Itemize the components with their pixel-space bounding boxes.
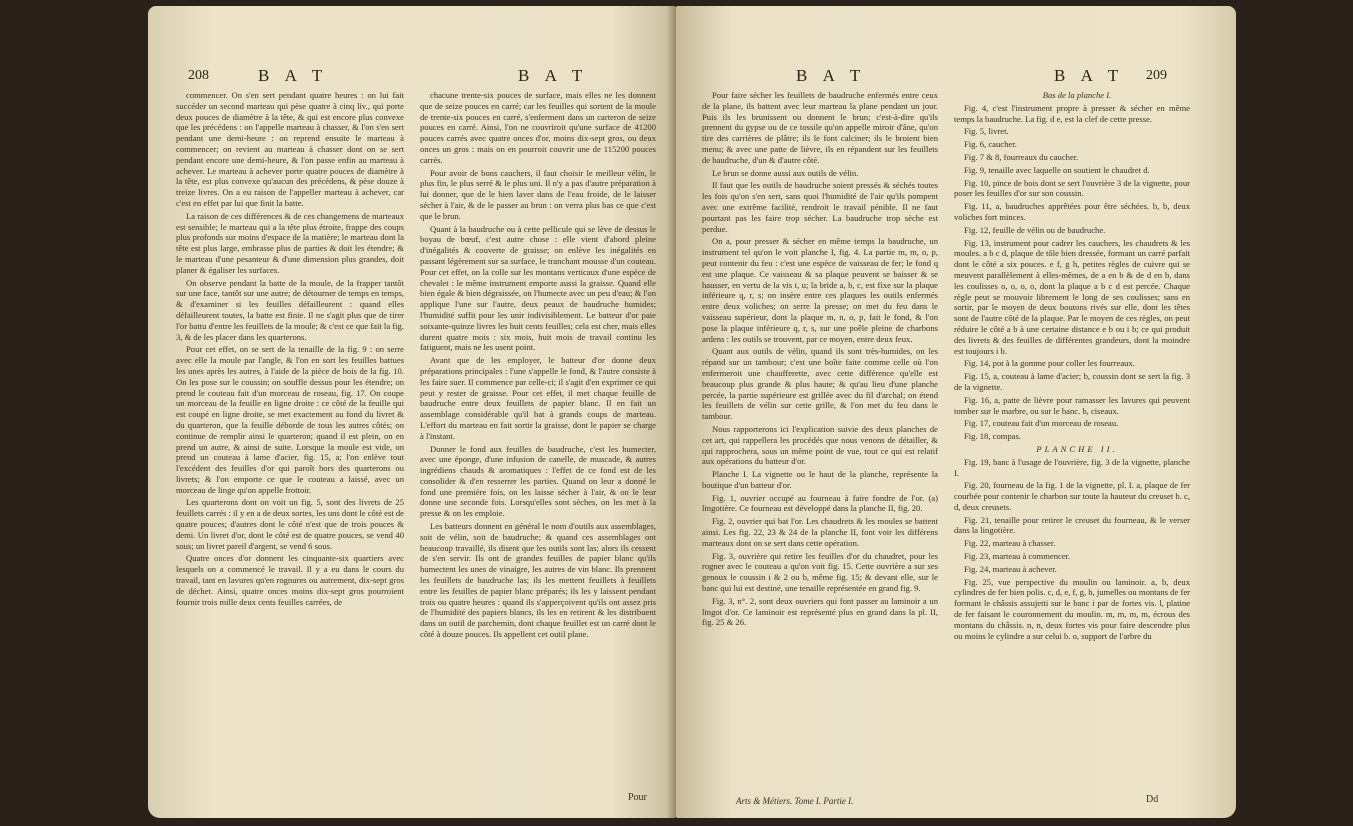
paragraph: Fig. 19, banc à l'usage de l'ouvrière, fig. 3 de la vignette, planche I. (954, 456, 1190, 478)
footer: Arts & Métiers. Tome I. Partie I. (736, 796, 854, 806)
catchword: Pour (628, 792, 647, 803)
paragraph: Le brun se donne aussi aux outils de vélin. (712, 167, 859, 178)
paragraph: Planche I. La vignette ou le haut de la planche, représente la boutique d'un batteur d'or. (702, 469, 938, 490)
paragraph: Quant à la baudruche ou à cette pellicule qui se lève de dessus le boyau de bœuf, c'est autre chose : elle vient d'abord pleine d'inégalités & couverte de graisse; on enlève les inégalités en passant légèrement sur sa surface, le tranchant mousse d'un couteau. Pour cet effet, on la colle sur les montans verticaux d'une espèce de chevalet : le même instrument emporte aussi la graisse. Quand elle bien égale & bien dégraissée, on l'humecte avec un peu d'eau; & l'on applique l'une sur l'autre, deux peaux de baudruche humides; l'humidité suffit pour les unir indivisiblement. Le batteur d'or paie soixante-quinze livres les huit cents feuilles; cela est cher, mais elles durent quatre mois : six mois, huit mois de travail continu les fatiguent, mais ne les usent point. (420, 223, 656, 353)
right-running-head-right: B A T (1054, 66, 1125, 85)
paragraph: Fig. 23, marteau à commencer. (964, 551, 1071, 562)
paragraph: commencer. On s'en sert pendant quatre heures : on lui fait succéder un second marteau qui pèse quatre à cinq liv., qui porte deux pouces de diamètre à la tête, & qui est encore plus convexe que les précédens : on l'appelle marteau à chasser, & l'on s'en sert pendant une demi-heure : on reprend ensuite le marteau à commencer; on revient au marteau à chasser dont on se sert pendant encore une demi-heure, & l'on passe enfin au marteau à achever. Le marteau à achever porte quatre pouces de diamètre à la tête, est plus convexe qu'aucun des précédens, & pèse douze à treize livres. On a eu raison de l'appeller marteau à achever, car c'est en effet par lui que finit la batte. (176, 90, 404, 208)
right-page-number: 209 (1146, 68, 1167, 83)
paragraph: Donner le fond aux feuilles de baudruche, c'est les humecter, avec une éponge, d'une infusion de canelle, de muscade, & autres ingrédiens chauds & aromatiques : l'effet de ce fond est de les consolider & d'en resserrer les parties. Quand on leur a donné le fond une première fois, on les laisse sécher à l'air, & on le leur donne une seconde fois. Lorsqu'elles sont sèches, on les met à la presse & on les emploie. (420, 443, 656, 519)
paragraph: Fig. 16, a, patte de lièvre pour ramasser les lavures qui peuvent tomber sur le marbre, ou sur le banc. b, ciseaux. (954, 394, 1190, 416)
right-column-2 (954, 90, 1190, 790)
paragraph: La raison de ces différences & de ces changemens de marteaux est sensible; le marteau qui a la tête plus étroite, frappe des coups plus profonds sur moins d'espace de la matière; le marteau dont la tête est plus large, embrasse plus de parties & doit les étendre; & le marteau d'une pesanteur & d'une dimension plus grandes, doit planer & égaliser les surfaces. (176, 210, 404, 275)
paragraph: Fig. 1, ouvrier occupé au fourneau à faire fondre de l'or. (a) lingotière. Ce fourneau est développé dans la planche II, fig. 20. (702, 492, 938, 514)
paragraph: Quant aux outils de vélin, quand ils sont très-humides, on les répand sur un tambour; c'est une boîte faite comme celle où l'on enfermeroit une chaufferette, avec cette différence qu'elle est beaucoup plus grande & plus haute; & qu'au lieu d'une planche percée, la partie supérieure est grillée avec du fil d'archal; on étend les feuillets de vélin sur cette grille, & l'on met du feu dans le tambour. (702, 346, 938, 422)
paragraph: Les batteurs donnent en général le nom d'outils aux assemblages, soit de vélin, soit de baudruche; & quand ces assemblages ont beaucoup travaillé, ils disent que les outils sont las; alors ils cessent de s'en servir. Ils ont de grandes feuilles de papier blanc qu'ils humectent les unes de vinaigre, les autres de vin blanc. Ils prennent les feuillets de baudruche las; ils les mettent feuillets à feuillets entre les feuilles de papier blanc préparés; ils les y laissent pendant trois ou quatre heures : quand ils s'apperçoivent qu'ils ont assez pris de l'humidité des papiers blancs, ils les en retirent & les distribuent dans un outil de parchemin, dont chaque feuillet est un carré dont le côté à douze pouces. Ils appellent cet outil plane. (420, 521, 656, 640)
paragraph: Fig. 6, caucher. (964, 139, 1017, 150)
left-column-2 (420, 90, 656, 780)
paragraph: Fig. 25, vue perspective du moulin ou laminoir. a, b, deux cylindres de fer bien polis. c, d, e, f, g, h, jumelles ou montans de fer formant le châssis assujetti sur le banc i par de fortes vis. l, platine de fer faisant le couronnement du moulin. m, m, m, m, écrous des montans du châssis. n, n, deux fortes vis pour faire descendre plus ou moins le cylindre a sur celui b. o, support de l'arbre du (954, 576, 1190, 641)
paragraph: Fig. 12, feuille de vélin ou de baudruche. (964, 224, 1106, 235)
paragraph: Fig. 3, n°. 2, sont deux ouvriers qui font passer au laminoir a un lingot d'or. Ce laminoir est représenté plus en grand dans la pl. II, fig. 25 & 26. (702, 595, 938, 628)
paragraph: Fig. 14, pot à la gomme pour coller les fourreaux. (964, 358, 1135, 369)
section-caption: Bas de la planche I. (1042, 90, 1112, 100)
paragraph: Fig. 2, ouvrier qui bat l'or. Les chaudrets & les moules se battent ainsi. Les fig. 22, 23 & 24 de la planche II, font voir les différens marteaux dont on se sert dans cette opération. (702, 516, 938, 548)
paragraph: Fig. 10, pince de bois dont se sert l'ouvrière 3 de la vignette, pour poser les feuilles d'or sur son coussin. (954, 177, 1190, 199)
paragraph: Fig. 22, marteau à chasser. (964, 538, 1056, 549)
right-running-head-left: B A T (796, 66, 867, 85)
left-running-head-right: B A T (518, 66, 589, 85)
left-running-head-left: B A T (258, 66, 329, 85)
paragraph: Pour cet effet, on se sert de la tenaille de la fig. 9 : on serre avec elle la moule par l'angle, & l'on en sort les feuilles battues les unes après les autres, à l'aide de la pièce de bois de la fig. 10. On les pose sur le coussin; on souffle dessus pour les étendre; on prend le couteau fait d'un morceau de roseau, fig. 17. On coupe un morceau de la feuille en ligne droite : ce côté de la feuille qui est coupé en ligne droite, se met exactement au fond du livret & du quarteron, que la feuille déborde de tous les autres côtés; on continue de remplir ainsi le quarteron; quand il est plein, on en prend un autre, & ainsi de suite. Lorsque la moule est vide, on prend un couteau à lame d'acier, fig. 15, a; l'on enlève tout l'excédent des feuilles d'or qui paroît hors des quarterons ou livrets; & l'on emporte ce que le couteau a laissé, avec un morceau de linge qu'on appelle frottoir. (176, 344, 404, 495)
paragraph: Il faut que les outils de baudruche soient pressés & séchés toutes les fois qu'on s'en sert, sans quoi l'humidité de l'air qu'ils pompent avec une extrême facilité, rendroit le travail pénible. Il ne faut pourtant pas les faire trop sécher. La baudruche trop sèche est perdue. (702, 180, 938, 234)
signature-mark: Dd (1146, 794, 1159, 805)
paragraph: Fig. 7 & 8, fourreaux du caucher. (964, 151, 1079, 162)
paragraph: Fig. 11, a, baudruches apprêtées pour être séchées. b, b, deux voliches fort minces. (954, 201, 1190, 222)
paragraph: chacune trente-six pouces de surface, mais elles ne les donnent que de seize pouces en carré; car les feuilles qui sortent de la moule de trente-six pouces en carré, s'enferment dans un carteron de seize pouces en carré. Ainsi, l'on ne couvriroit qu'une surface de 41200 pouces carrés avec quatre onces d'or, moins dix-sept gros, ou deux onces un gros : mais on en pourroit couvrir une de 115200 pouces carrés. (420, 90, 656, 165)
paragraph: Avant que de les employer, le batteur d'or donne deux préparations principales : l'une s'appelle le fond, & l'autre consiste à les faire suer. Il commence par celle-ci; il s'agit d'en exprimer ce qui peut y rester de graisse. Pour cet effet, il met chaque feuille de baudruche entre deux feuillets de papier blanc. Il en fait un assemblage considérable qu'il bat à grands coups de marteau. L'effort du marteau en fait sortir la graisse, dont le papier se charge à l'instant. (420, 355, 656, 441)
paragraph: Fig. 21, tenaille pour retirer le creuset du fourneau, & le verser dans la lingotière. (954, 514, 1190, 536)
paragraph: Quatre onces d'or donnent les cinquante-six quartiers avec lesquels on a commencé le travail. Il y a eu dans le cours du travail, tant en lavures qu'en rognures ou autrement, dix-sept gros de déchet. Ainsi, quatre onces moins dix-sept gros pourroient fournir trois mille deux cents feuilles carrées, de (176, 553, 404, 607)
paragraph: Les quarterons dont on voit un fig. 5, sont des livrets de 25 feuillets carrés : il y en a de deux sortes, les uns dont le côté est de quatre pouces; d'autres dont le côté n'est que de trois pouces & demi. Un livret d'or, dont le côté est de quatre pouces, se vend 40 sous; un livret pareil d'argent, se vend 6 sous. (176, 497, 404, 551)
right-page (676, 6, 1236, 818)
paragraph: Nous rapporterons ici l'explication suivie des deux planches de cet art, qui rappellera les procédés que nous venons de détailler, & qui rapprochera, sous un même point de vue, tout ce qui est relatif aux opérations du batteur d'or. (702, 423, 938, 467)
paragraph: Fig. 15, a, couteau à lame d'acier; b, coussin dont se sert la fig. 3 de la vignette. (954, 371, 1190, 392)
right-column-1 (702, 90, 938, 784)
left-page-number: 208 (188, 68, 209, 83)
paragraph: Fig. 9, tenaille avec laquelle on soutient le chaudret d. (964, 164, 1150, 175)
paragraph: Fig. 5, livret. (964, 126, 1009, 137)
paragraph: Fig. 18, compas. (964, 431, 1022, 442)
paragraph: Pour faire sécher les feuillets de baudruche enfermés entre ceux de la plane, ils battent avec leur marteau la plane pendant un jour. Puis ils les brunissent ou donnent le brun; c'est-à-dire qu'ils prennent du gypse ou de ce tossile qu'on appelle miroir d'âne, qu'on tire des carrières de plâtre; ils le font calciner; ils le broient bien menu; & avec une patte de lièvre, ils en répandent sur les feuillets de baudruche, d'un & d'autre côté. (702, 90, 938, 165)
section-caption: PLANCHE II. (1036, 443, 1118, 454)
paragraph: Fig. 17, couteau fait d'un morceau de roseau. (964, 418, 1119, 429)
paragraph: On a, pour presser & sécher en même temps la baudruche, un instrument tel qu'on le voit planche I, fig. 4. La partie m, m, o, p, peut contenir du feu : c'est une espèce de vaisseau de fer; le fond q est une plaque. Ce vaisseau & sa plaque peuvent se baisser & se hausser, en vertu de la vis t, u; la bride a, b, c, est fixe sur la plaque inférieure q, r, s; on insère entre ces plaques les outils enfermés entre deux voliches; on serre la presse; on met du feu dans le vaisseau supérieur, dont la plaque m, n, o, p, fait le fond, & l'on pose la plaque inférieure q, r, s, sur une poêle pleine de charbons ardens : les outils se trouvent, par ce moyen, entre deux feux. (702, 236, 938, 344)
paragraph: Fig. 13, instrument pour cadrer les cauchers, les chaudrets & les moules. a b c d, plaque de tôle bien dressée, formant un carré parfait dont le côté a six pouces. e f, g h, petites règles de cuivre qui se meuvent parallèlement à elles-mêmes, de a en b & de d en b, dans les coulisses o, o, o, o, dont la plaque a b c d est percée. Chaque règle peut se mouvoir librement le long de ses coulisses; sans en sortir, par le moyen de deux boutons rivés sur elle, dont les têtes sont de l'autre côté de la plaque. Par le moyen de ces règles, on peut réduire le côté a b à une certaine distance e b ou i b; ce qui produit des livrets & des feuilles de différentes grandeurs, dont la moindre est toujours i b. (954, 237, 1190, 356)
left-page (148, 6, 676, 818)
paragraph: Fig. 3, ouvrière qui retire les feuilles d'or du chaudret, pour les rogner avec le couteau a qu'on voit fig. 15. Cette ouvrière a sur ses genoux le coussin i & 2 ou b, même fig. 15; & devant elle, sur le banc qui lui est destiné, une tenaille représentée en grand fig. 9. (702, 550, 938, 594)
paragraph: Fig. 20, fourneau de la fig. 1 de la vignette, pl. I. a, plaque de fer courbée pour contenir le charbon sur toute la hauteur du creuset b. c, d, deux creusets. (954, 480, 1190, 512)
paragraph: On observe pendant la batte de la moule, de la frapper tantôt sur une face, tantôt sur une autre; de détourner de temps en temps, & d'examiner si les feuilles défailleurent : quand elles défailleurent toutes, la batte est finie. Il ne s'agit plus que de tirer l'or battu d'entre les feuillets de la moule; & c'est ce que fait la fig. 3, & de les placer dans les quarterons. (176, 277, 404, 342)
paragraph: Fig. 4, c'est l'instrument propre à presser & sécher en même temps la baudruche. La fig. d e, est la clef de cette presse. (954, 102, 1190, 124)
paragraph: Pour avoir de bons cauchers, il faut choisir le meilleur vélin, le plus fin, le plus serré & le plus uni. Il n'y a pas d'autre préparation à lui donner, que de le bien laver dans de l'eau froide, de le laisser sécher à l'air, & de le passer au brun : on verra plus bas ce que c'est que le brun. (420, 167, 656, 221)
paragraph: Fig. 24, marteau à achever. (964, 563, 1057, 574)
left-column-1 (176, 90, 404, 790)
